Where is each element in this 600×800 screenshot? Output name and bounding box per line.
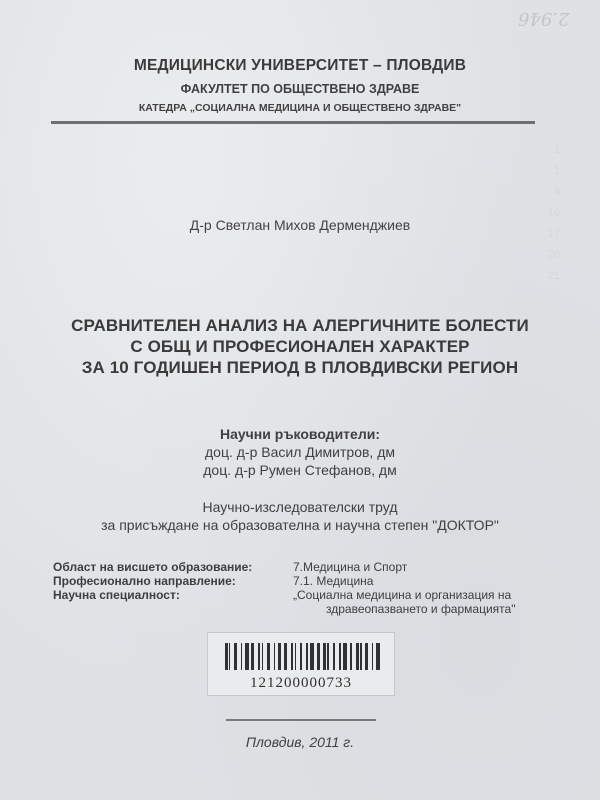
title-line: СРАВНИТЕЛЕН АНАЛИЗ НА АЛЕРГИЧНИТЕ БОЛЕСТИ xyxy=(71,316,529,335)
author-name: Д-р Светлан Михов Дерменджиев xyxy=(189,217,411,233)
header-divider xyxy=(51,121,535,124)
field-row-area xyxy=(53,560,573,574)
field-label: Професионално направление: xyxy=(53,574,236,588)
library-barcode-sticker xyxy=(208,633,394,695)
work-description xyxy=(0,498,600,534)
field-row-specialty xyxy=(53,588,573,616)
dissertation-title xyxy=(0,315,600,378)
title-line: С ОБЩ И ПРОФЕСИОНАЛЕН ХАРАКТЕР xyxy=(130,337,470,356)
supervisor-name: доц. д-р Васил Димитров, дм xyxy=(204,444,395,460)
barcode-icon xyxy=(225,643,383,670)
work-type: Научно-изследователски труд xyxy=(202,499,398,515)
degree-purpose: за присъждане на образователна и научна степен "ДОКТОР" xyxy=(101,517,499,533)
supervisors-block xyxy=(0,425,600,479)
bleed-through-text: 1 1 4 10 17 20 21 xyxy=(547,144,560,282)
field-label: Област на висшето образование: xyxy=(53,560,253,574)
footer-divider xyxy=(226,719,376,721)
university-name: МЕДИЦИНСКИ УНИВЕРСИТЕТ – ПЛОВДИВ xyxy=(133,57,467,74)
classification-fields xyxy=(53,560,573,616)
faculty-name: ФАКУЛТЕТ ПО ОБЩЕСТВЕНО ЗДРАВЕ xyxy=(180,82,420,96)
supervisor-name: доц. д-р Румен Стефанов, дм xyxy=(203,462,397,478)
field-label: Научна специалност: xyxy=(53,588,180,602)
barcode-number: 121200000733 xyxy=(250,675,352,691)
field-row-direction xyxy=(53,574,573,588)
field-value: 7.1. Медицина xyxy=(293,574,374,588)
field-value: „Социална медицина и организация на здравеопазването и фармацията" xyxy=(293,588,516,616)
supervisors-heading: Научни ръководители: xyxy=(220,426,380,442)
place-and-date: Пловдив, 2011 г. xyxy=(245,734,355,750)
department-name: КАТЕДРА „СОЦИАЛНА МЕДИЦИНА И ОБЩЕСТВЕНО ЗДРАВЕ" xyxy=(138,102,462,114)
handwritten-mark: 2.946 xyxy=(518,8,570,29)
title-line: ЗА 10 ГОДИШЕН ПЕРИОД В ПЛОВДИВСКИ РЕГИОН xyxy=(81,358,519,377)
field-value: 7.Медицина и Спорт xyxy=(293,560,408,574)
